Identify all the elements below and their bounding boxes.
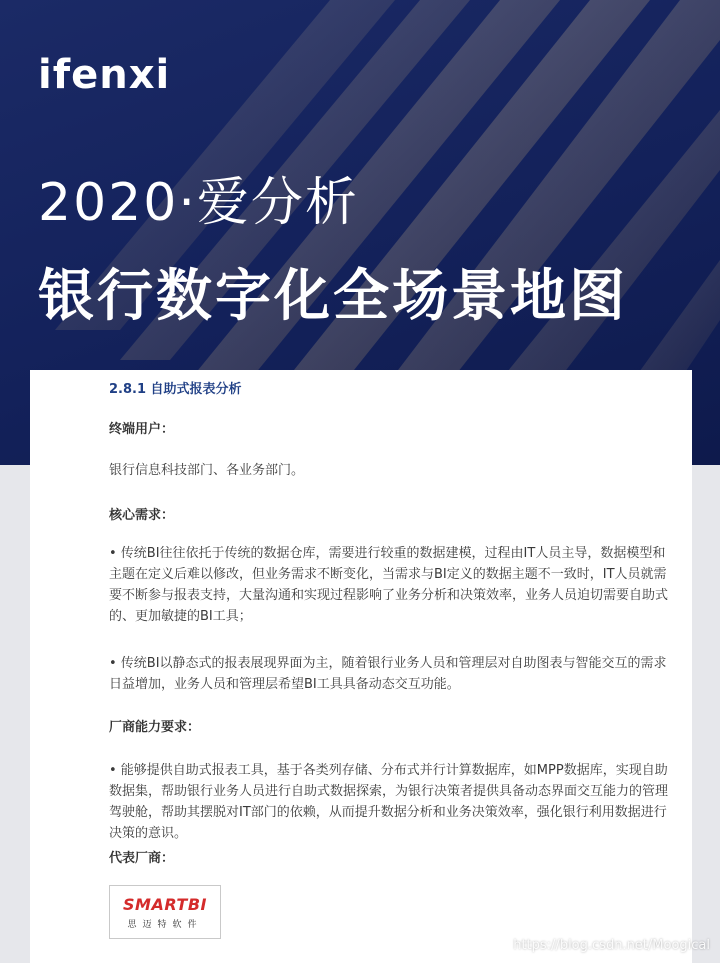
end-users-text: 银行信息科技部门、各业务部门。 bbox=[109, 463, 305, 478]
vendor-requirements-heading: 厂商能力要求： bbox=[109, 720, 201, 735]
smartbi-subtitle: 思迈特软件 bbox=[127, 919, 203, 930]
cover-title-year: 2020·爱分析 bbox=[38, 173, 359, 233]
document-page bbox=[30, 370, 692, 963]
section-title: 2.8.1 自助式报表分析 bbox=[109, 382, 242, 397]
core-needs-item-1: • 传统BI往往依托于传统的数据仓库，需要进行较重的数据建模，过程由IT人员主导，数据模型和主题在定义后难以修改，但业务需求不断变化，当需求与BI定义的数据主题不一致时，IT人员就需要不断参与报表支持，大量沟通和实现过程影响了业务分析和决策效率，业务人员迫切需要自助式的、更加敏捷的BI工具； bbox=[109, 546, 669, 624]
ifenxi-logo: ifenxi bbox=[38, 52, 171, 98]
representative-vendor-heading: 代表厂商： bbox=[109, 851, 175, 866]
core-needs-item-2: • 传统BI以静态式的报表展现界面为主，随着银行业务人员和管理层对自助图表与智能交互的需求日益增加，业务人员和管理层希望BI工具具备动态交互功能。 bbox=[109, 656, 667, 692]
cover-title-main: 银行数字化全场景地图 bbox=[38, 264, 628, 329]
smartbi-brand: SMARTBI bbox=[123, 894, 207, 914]
smartbi-logo bbox=[109, 885, 221, 939]
vendor-requirements-text: • 能够提供自助式报表工具，基于各类列存储、分布式并行计算数据库，如MPP数据库，实现自助数据集，帮助银行业务人员进行自助式数据探索，为银行决策者提供具备动态界面交互能力的管理驾驶舱，帮助其摆脱对IT部门的依赖，从而提升数据分析和业务决策效率，强化银行利用数据进行决策的意识。 bbox=[109, 763, 669, 841]
core-needs-heading: 核心需求： bbox=[109, 508, 175, 523]
end-users-heading: 终端用户： bbox=[109, 422, 175, 437]
watermark: https://blog.csdn.net/Moogical bbox=[513, 938, 710, 953]
